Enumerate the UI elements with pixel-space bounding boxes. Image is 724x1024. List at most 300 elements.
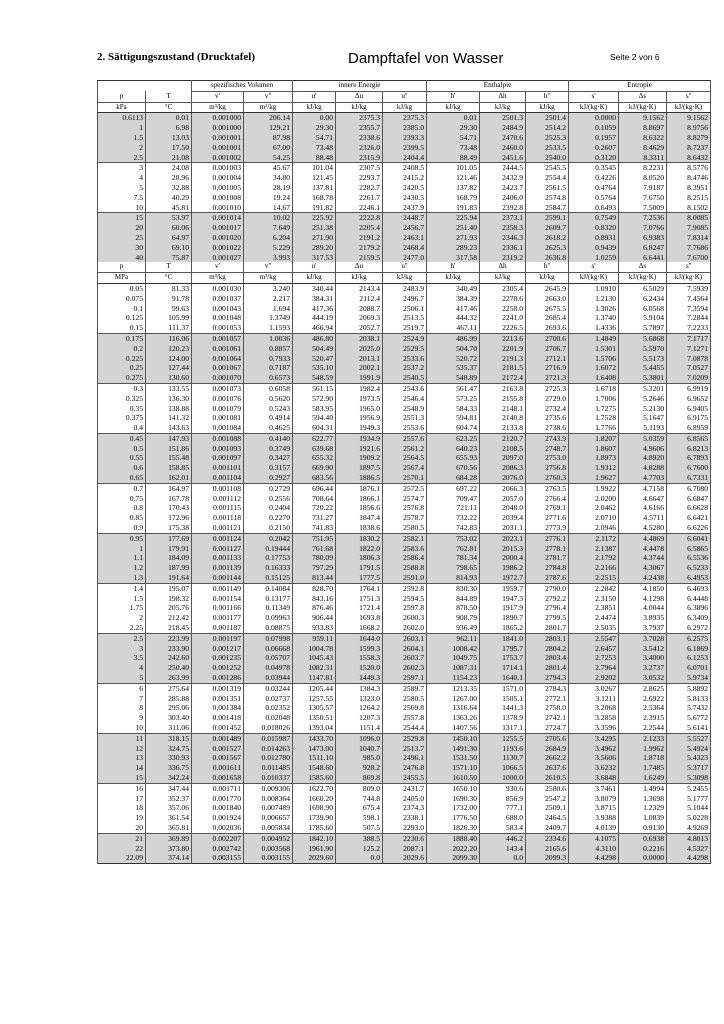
- table-cell: 598.1: [336, 813, 383, 823]
- table-cell: 1.2329: [619, 803, 667, 813]
- table-cell: 1087.31: [427, 663, 480, 673]
- table-cell: 0.09963: [244, 613, 293, 623]
- table-cell: 753.02: [427, 533, 480, 543]
- table-cell: 0.1957: [569, 133, 619, 143]
- table-cell: 1.3749: [244, 313, 293, 323]
- unit-cell: kJ/(kg·K): [667, 102, 711, 113]
- table-cell: 0.001124: [192, 533, 244, 543]
- table-cell: 6.5536: [667, 553, 711, 563]
- table-cell: 3.2737: [619, 663, 667, 673]
- table-cell: 2282.7: [336, 183, 383, 193]
- table-cell: 4: [98, 663, 146, 673]
- table-cell: 28.96: [146, 173, 192, 183]
- table-cell: 5.3201: [619, 383, 667, 393]
- table-cell: 0.001115: [192, 503, 244, 513]
- table-row: [98, 773, 711, 783]
- table-cell: 6.5233: [667, 563, 711, 573]
- table-cell: 0.007489: [244, 803, 293, 813]
- table-cell: 1323.0: [336, 694, 383, 704]
- table-cell: 5.229: [244, 243, 293, 253]
- column-symbol: v': [192, 91, 244, 102]
- table-cell: 0.00: [293, 113, 336, 123]
- table-cell: 0.001489: [192, 733, 244, 743]
- table-cell: 5.8133: [667, 694, 711, 704]
- table-cell: 5: [98, 673, 146, 683]
- table-cell: 2540.5: [383, 373, 427, 383]
- unit-row-mpa: [98, 273, 711, 284]
- table-cell: 212.42: [146, 613, 192, 623]
- table-cell: 708.64: [293, 494, 336, 504]
- table-cell: 7.7686: [667, 243, 711, 253]
- table-cell: 2594.5: [383, 594, 427, 604]
- table-cell: 2599.1: [526, 213, 569, 223]
- table-cell: 1610.50: [427, 773, 480, 783]
- table-cell: 2618.2: [526, 233, 569, 243]
- table-cell: 1257.55: [293, 694, 336, 704]
- table-cell: 959.11: [293, 633, 336, 643]
- table-cell: 6.9919: [667, 383, 711, 393]
- table-cell: 0.001252: [192, 663, 244, 673]
- table-cell: 2.3915: [619, 713, 667, 723]
- table-cell: 561.47: [427, 383, 480, 393]
- column-symbol: h': [427, 91, 480, 102]
- table-cell: 0.07998: [244, 633, 293, 643]
- table-cell: 1876.1: [336, 483, 383, 493]
- unit-cell: kJ/kg: [383, 273, 427, 284]
- table-cell: 2569.8: [383, 703, 427, 713]
- table-cell: 0.3749: [244, 444, 293, 454]
- table-cell: 0.003568: [244, 844, 293, 854]
- table-cell: 507.5: [336, 823, 383, 833]
- table-cell: 1690.30: [427, 794, 480, 804]
- table-cell: 5.1193: [619, 423, 667, 433]
- table-row: [98, 833, 711, 843]
- column-symbol: Δu: [336, 91, 383, 102]
- table-cell: 2602.3: [383, 663, 427, 673]
- table-cell: 0.001004: [192, 173, 244, 183]
- table-cell: 0.001611: [192, 763, 244, 773]
- table-cell: 0.015987: [244, 733, 293, 743]
- table-cell: 271.93: [427, 233, 480, 243]
- table-cell: 0.55: [98, 453, 146, 463]
- table-cell: 2057.0: [480, 494, 526, 504]
- table-cell: 2803.4: [526, 653, 569, 663]
- table-cell: 1473.00: [293, 744, 336, 754]
- table-cell: 1991.9: [336, 373, 383, 383]
- table-cell: 1558.3: [336, 653, 383, 663]
- table-cell: 147.93: [146, 433, 192, 443]
- table-cell: 2.8625: [619, 683, 667, 693]
- table-cell: 168.79: [427, 193, 480, 203]
- table-cell: 3.2858: [569, 713, 619, 723]
- table-cell: 1838.6: [336, 523, 383, 533]
- table-row: [98, 583, 711, 593]
- table-cell: 1.6249: [619, 773, 667, 783]
- unit-cell: kJ/kg: [293, 102, 336, 113]
- table-cell: 930.6: [480, 783, 526, 793]
- table-cell: 0.005834: [244, 823, 293, 833]
- table-cell: 8.8279: [667, 133, 711, 143]
- table-cell: 504.49: [293, 344, 336, 354]
- table-cell: 4.4478: [619, 544, 667, 554]
- table-cell: 2794.3: [526, 673, 569, 683]
- table-cell: 2525.3: [526, 133, 569, 143]
- table-cell: 5.3801: [619, 373, 667, 383]
- table-cell: 1842.10: [293, 833, 336, 843]
- table-cell: 7.5: [98, 193, 146, 203]
- table-cell: 17: [98, 794, 146, 804]
- table-row: [98, 563, 711, 573]
- table-cell: 2099.3: [526, 853, 569, 863]
- table-cell: 2.7964: [569, 663, 619, 673]
- table-cell: 1.7006: [569, 394, 619, 404]
- table-cell: 1.6072: [569, 363, 619, 373]
- table-cell: 2597.1: [383, 673, 427, 683]
- table-cell: 8.6432: [667, 153, 711, 163]
- table-cell: 28.19: [244, 183, 293, 193]
- table-cell: 0.001133: [192, 553, 244, 563]
- table-row: [98, 173, 711, 183]
- table-cell: 30: [98, 243, 146, 253]
- table-cell: 4.6166: [619, 503, 667, 513]
- table-cell: 0.001840: [192, 803, 244, 813]
- table-cell: 9.1562: [667, 113, 711, 123]
- table-cell: 218.45: [146, 623, 192, 633]
- table-cell: 2582.1: [383, 533, 427, 543]
- table-cell: 0.001000: [192, 123, 244, 133]
- table-cell: 0.001048: [192, 313, 244, 323]
- column-symbol: v': [192, 262, 244, 272]
- table-cell: 6.7893: [667, 453, 711, 463]
- table-cell: 2399.5: [383, 143, 427, 153]
- table-cell: 2.217: [244, 294, 293, 304]
- table-cell: 2583.6: [383, 544, 427, 554]
- table-cell: 1066.5: [480, 763, 526, 773]
- table-cell: 1.9922: [569, 483, 619, 493]
- table-cell: 2140.8: [480, 413, 526, 423]
- table-cell: 583.95: [293, 404, 336, 414]
- table-cell: 1082.31: [293, 663, 336, 673]
- table-row: [98, 313, 711, 323]
- table-cell: 5.7432: [667, 703, 711, 713]
- table-cell: 4.1850: [619, 583, 667, 593]
- table-cell: 1.9962: [619, 744, 667, 754]
- table-cell: 2519.7: [383, 323, 427, 333]
- table-cell: 2025.0: [336, 344, 383, 354]
- table-cell: 0.2: [98, 344, 146, 354]
- table-cell: 9.1562: [619, 113, 667, 123]
- table-cell: 1049.75: [427, 653, 480, 663]
- table-cell: 2533.6: [383, 354, 427, 364]
- table-cell: 4.7158: [619, 483, 667, 493]
- table-cell: 5.2455: [667, 783, 711, 793]
- table-cell: 5.0359: [619, 433, 667, 443]
- table-cell: 1721.4: [336, 603, 383, 613]
- table-cell: 7.4564: [667, 294, 711, 304]
- table-cell: 6.8213: [667, 444, 711, 454]
- table-cell: 5.5970: [619, 344, 667, 354]
- table-cell: 251.38: [293, 223, 336, 233]
- table-cell: 1973.5: [336, 394, 383, 404]
- table-cell: 2307.5: [336, 163, 383, 173]
- table-cell: 869.8: [336, 773, 383, 783]
- table-cell: 225.92: [293, 213, 336, 223]
- table-cell: 486.80: [293, 333, 336, 343]
- table-cell: 3.7937: [619, 623, 667, 633]
- table-cell: 3.7461: [569, 783, 619, 793]
- table-cell: 6.7080: [667, 483, 711, 493]
- table-row: [98, 813, 711, 823]
- table-cell: 0.6: [98, 463, 146, 473]
- table-cell: 7: [98, 694, 146, 704]
- table-cell: 2743.9: [526, 433, 569, 443]
- table-cell: 3.4962: [569, 744, 619, 754]
- table-cell: 2543.6: [383, 383, 427, 393]
- table-cell: 2155.8: [480, 394, 526, 404]
- table-cell: 0.014263: [244, 744, 293, 754]
- table-cell: 3.240: [244, 283, 293, 293]
- table-cell: 8.6322: [619, 133, 667, 143]
- table-cell: 2.5: [98, 633, 146, 643]
- unit-cell: °C: [146, 102, 192, 113]
- table-row: [98, 644, 711, 654]
- table-cell: 3.3596: [569, 723, 619, 733]
- table-cell: 1917.9: [480, 603, 526, 613]
- table-cell: 7.9085: [667, 223, 711, 233]
- table-cell: 6.4693: [667, 583, 711, 593]
- table-cell: 2334.6: [526, 833, 569, 843]
- table-row: [98, 853, 711, 863]
- table-row: [98, 744, 711, 754]
- table-cell: 797.29: [293, 563, 336, 573]
- table-cell: 0.001235: [192, 653, 244, 663]
- table-cell: 0.001043: [192, 304, 244, 314]
- table-cell: 2600.3: [383, 613, 427, 623]
- table-cell: 4.4869: [619, 533, 667, 543]
- table-cell: 1972.7: [480, 573, 526, 583]
- table-cell: 18: [98, 803, 146, 813]
- table-cell: 0.001527: [192, 744, 244, 754]
- table-row: [98, 323, 711, 333]
- table-cell: 0.001014: [192, 213, 244, 223]
- table-cell: 761.68: [293, 544, 336, 554]
- table-cell: 0.001081: [192, 413, 244, 423]
- table-cell: 3.6848: [569, 773, 619, 783]
- table-cell: 0.16333: [244, 563, 293, 573]
- table-cell: 11: [98, 733, 146, 743]
- table-cell: 535.10: [293, 363, 336, 373]
- table-cell: 604.31: [293, 423, 336, 433]
- table-cell: 2496.1: [383, 753, 427, 763]
- table-cell: 0.001076: [192, 394, 244, 404]
- table-cell: 2038.1: [336, 333, 383, 343]
- table-cell: 9: [98, 713, 146, 723]
- table-cell: 4.2438: [619, 573, 667, 583]
- table-cell: 2463.1: [383, 233, 427, 243]
- table-cell: 2165.6: [526, 844, 569, 854]
- table-row: [98, 553, 711, 563]
- table-cell: 0.001177: [192, 613, 244, 623]
- table-cell: 40.29: [146, 193, 192, 203]
- table-cell: 6.6847: [667, 494, 711, 504]
- table-cell: 4.0139: [569, 823, 619, 833]
- table-row: [98, 423, 711, 433]
- table-cell: 0.15125: [244, 573, 293, 583]
- table-cell: 143.4: [480, 844, 526, 854]
- column-symbol: Δs: [619, 262, 667, 272]
- table-cell: 777.1: [480, 803, 526, 813]
- table-cell: 155.48: [146, 453, 192, 463]
- table-cell: 2432.9: [480, 173, 526, 183]
- table-cell: 0.001008: [192, 193, 244, 203]
- table-cell: 0.2927: [244, 473, 293, 483]
- table-row: [98, 503, 711, 513]
- table-cell: 2561.2: [383, 444, 427, 454]
- table-cell: 2645.9: [526, 283, 569, 293]
- table-cell: 3.4000: [619, 653, 667, 663]
- table-cell: 0.011485: [244, 763, 293, 773]
- table-cell: 2591.0: [383, 573, 427, 583]
- table-cell: 2108.5: [480, 444, 526, 454]
- table-row: [98, 673, 711, 683]
- table-cell: 1777.5: [336, 573, 383, 583]
- table-cell: 0.001067: [192, 363, 244, 373]
- table-cell: 1751.3: [336, 594, 383, 604]
- table-cell: 2022.20: [427, 844, 480, 854]
- table-cell: 1213.35: [427, 683, 480, 693]
- table-cell: 8.3311: [619, 153, 667, 163]
- table-cell: 670.56: [427, 463, 480, 473]
- table-cell: 0.4764: [569, 183, 619, 193]
- table-cell: 0.001770: [192, 794, 244, 804]
- table-cell: 2409.7: [526, 823, 569, 833]
- table-cell: 2588.8: [383, 563, 427, 573]
- table-cell: 2031.1: [480, 523, 526, 533]
- column-symbol: v'': [244, 262, 293, 272]
- table-cell: 191.82: [293, 203, 336, 213]
- table-cell: 1865.2: [480, 623, 526, 633]
- table-row: [98, 613, 711, 623]
- table-cell: 2: [98, 613, 146, 623]
- table-cell: 1.2130: [569, 294, 619, 304]
- table-cell: 2771.6: [526, 513, 569, 523]
- table-cell: 75.87: [146, 253, 192, 263]
- table-cell: 2191.3: [480, 354, 526, 364]
- table-cell: 2.1387: [569, 544, 619, 554]
- table-cell: 639.68: [293, 444, 336, 454]
- table-cell: 7.5009: [619, 203, 667, 213]
- table-cell: 5.2130: [619, 404, 667, 414]
- table-cell: 6.9405: [667, 404, 711, 414]
- table-cell: 640.23: [427, 444, 480, 454]
- table-cell: 5.5173: [619, 354, 667, 364]
- table-cell: 721.11: [427, 503, 480, 513]
- table-cell: 1956.9: [336, 413, 383, 423]
- table-cell: 0.001002: [192, 153, 244, 163]
- category-blank: [98, 81, 192, 92]
- table-cell: 6: [98, 683, 146, 693]
- table-cell: 0.8320: [569, 223, 619, 233]
- table-cell: 1986.2: [480, 563, 526, 573]
- table-cell: 0.8931: [569, 233, 619, 243]
- table-cell: 1806.3: [336, 553, 383, 563]
- column-symbol: s': [569, 262, 619, 272]
- column-symbol: u': [293, 262, 336, 272]
- table-cell: 1.8207: [569, 433, 619, 443]
- table-cell: 0.9: [98, 523, 146, 533]
- table-cell: 2066.3: [480, 483, 526, 493]
- table-cell: 0.35: [98, 404, 146, 414]
- table-cell: 1.7275: [569, 404, 619, 414]
- table-cell: 0.7933: [244, 354, 293, 364]
- table-cell: 271.90: [293, 233, 336, 243]
- table-cell: 2533.5: [526, 143, 569, 153]
- table-cell: 6.9383: [619, 233, 667, 243]
- table-cell: 2524.9: [383, 333, 427, 343]
- table-cell: 285.88: [146, 694, 192, 704]
- table-cell: 0.7549: [569, 213, 619, 223]
- table-cell: 2799.5: [526, 613, 569, 623]
- table-cell: 53.97: [146, 213, 192, 223]
- table-cell: 2226.5: [480, 323, 526, 333]
- table-row: [98, 383, 711, 393]
- table-cell: 129.21: [244, 123, 293, 133]
- table-cell: 2790.0: [526, 583, 569, 593]
- column-symbol: u': [293, 91, 336, 102]
- table-row: [98, 193, 711, 203]
- table-cell: 813.44: [293, 573, 336, 583]
- table-cell: 744.8: [336, 794, 383, 804]
- table-cell: 0.11349: [244, 603, 293, 613]
- table-cell: 2.5035: [569, 623, 619, 633]
- table-row: [98, 294, 711, 304]
- table-cell: 179.91: [146, 544, 192, 554]
- table-cell: 2.3150: [569, 594, 619, 604]
- table-cell: 8.4746: [667, 173, 711, 183]
- column-symbol: h'': [526, 91, 569, 102]
- column-symbol: T: [146, 91, 192, 102]
- table-cell: 0.4: [98, 423, 146, 433]
- table-cell: 0.001030: [192, 283, 244, 293]
- table-cell: 3.5606: [569, 753, 619, 763]
- table-cell: 1008.42: [427, 644, 480, 654]
- table-cell: 2758.0: [526, 703, 569, 713]
- table-cell: 0.010337: [244, 773, 293, 783]
- unit-cell: m³/kg: [192, 273, 244, 284]
- table-cell: 0.001217: [192, 644, 244, 654]
- table-cell: 0.2150: [244, 523, 293, 533]
- column-symbol: s'': [667, 91, 711, 102]
- table-cell: 0.0: [336, 853, 383, 863]
- table-cell: 6.0568: [619, 304, 667, 314]
- table-cell: 2143.4: [336, 283, 383, 293]
- table-cell: 2742.1: [526, 713, 569, 723]
- table-cell: 2002.1: [336, 363, 383, 373]
- table-cell: 1785.60: [293, 823, 336, 833]
- table-cell: 2796.4: [526, 603, 569, 613]
- table-cell: 2609.7: [526, 223, 569, 233]
- table-cell: 4.8288: [619, 463, 667, 473]
- table-row: [98, 723, 711, 733]
- table-cell: 2293.0: [383, 823, 427, 833]
- table-cell: 4.3744: [619, 553, 667, 563]
- table-cell: 583.4: [480, 823, 526, 833]
- table-cell: 0.001003: [192, 163, 244, 173]
- table-cell: 0.001101: [192, 463, 244, 473]
- table-cell: 6.2434: [619, 294, 667, 304]
- table-cell: 91.78: [146, 294, 192, 304]
- table-row: [98, 413, 711, 423]
